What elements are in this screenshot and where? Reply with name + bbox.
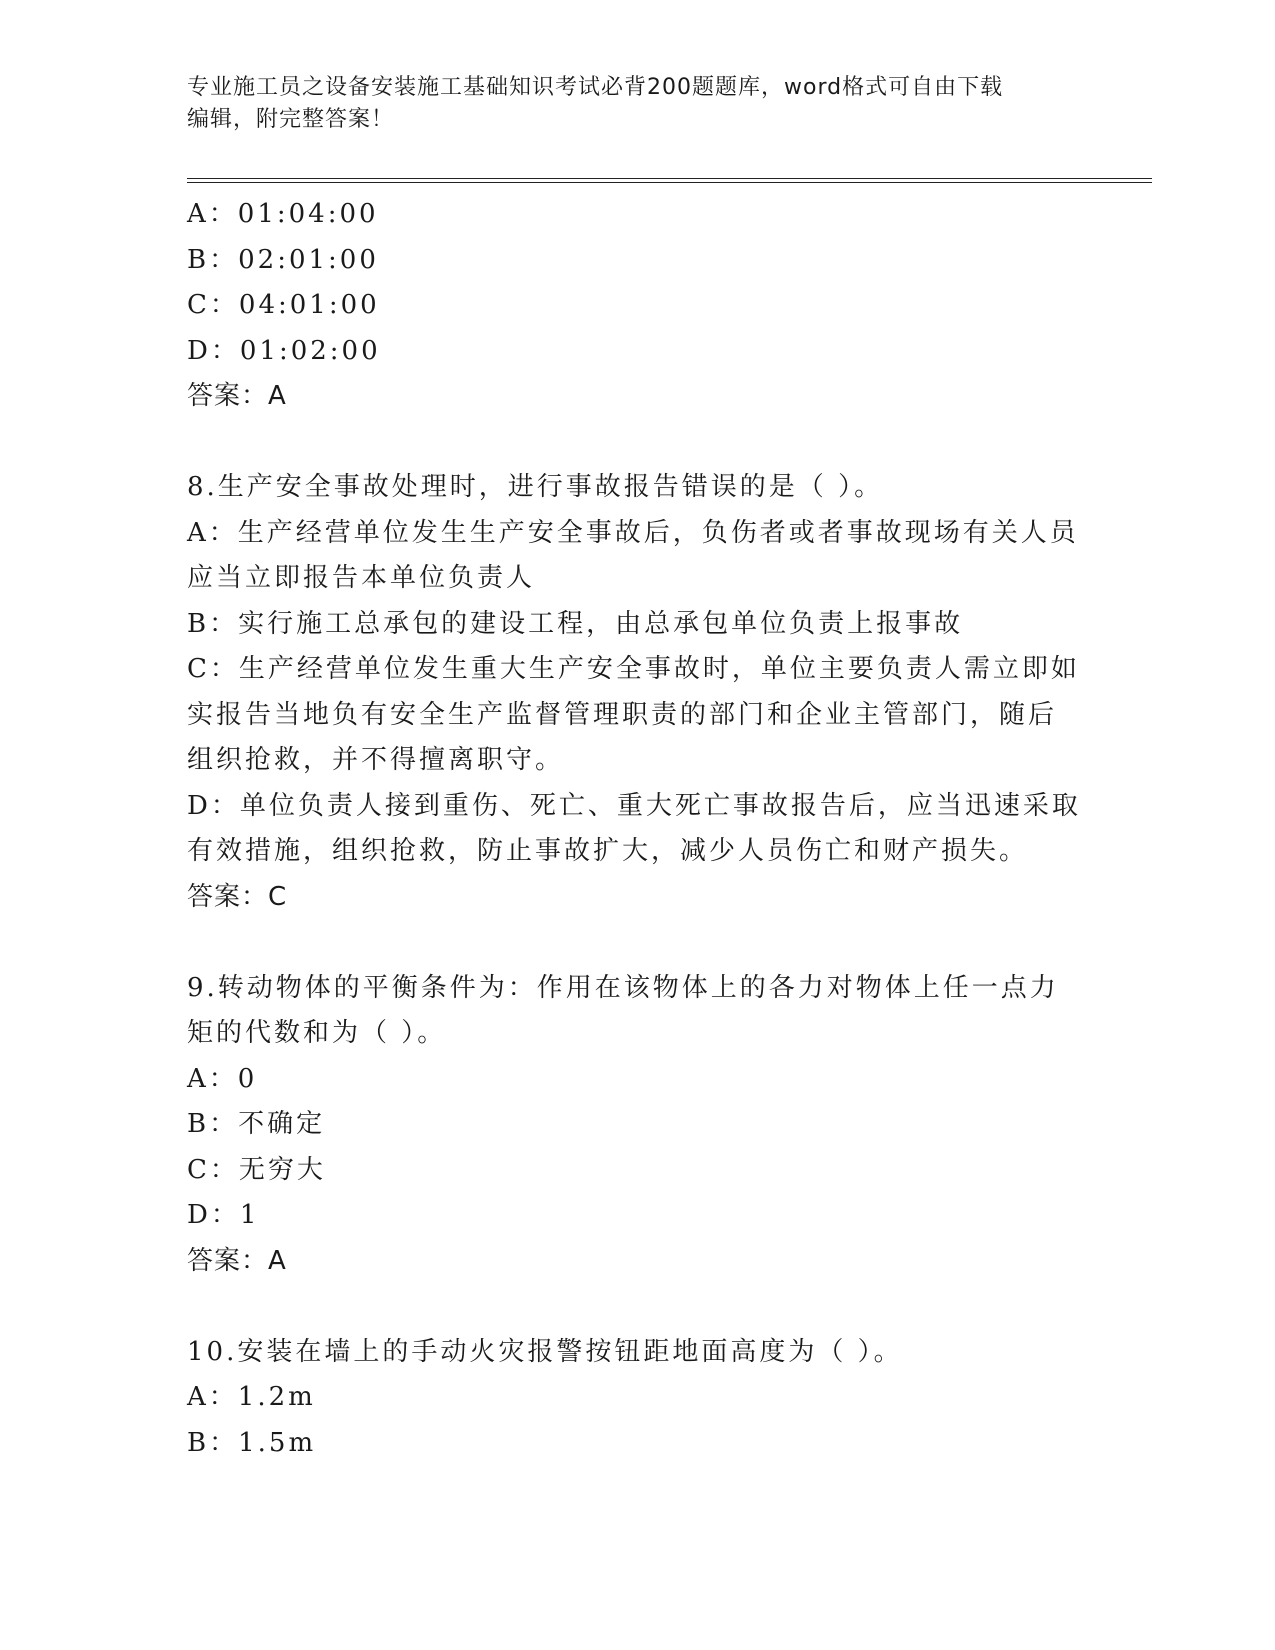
option-c: C：04:01:00 [187, 290, 380, 320]
question-list [187, 192, 1087, 1466]
answer: 答案：A [187, 381, 287, 411]
header-divider [187, 178, 1152, 183]
document-header [187, 72, 1087, 136]
option-a: A：01:04:00 [187, 199, 379, 229]
option-a: A：生产经营单位发生生产安全事故后，负伤者或者事故现场有关人员 应当立即报告本单位负责人 [187, 517, 1079, 593]
option-c: C：无穷大 [187, 1154, 326, 1185]
question-8 [187, 465, 1087, 920]
option-d: D：01:02:00 [187, 335, 381, 366]
question-10 [187, 1330, 1087, 1467]
question-stem-line-2: 矩的代数和为（ ）。 [187, 1018, 447, 1048]
header-line-2: 编辑，附完整答案！ [187, 107, 395, 132]
question-7 [187, 192, 1087, 420]
option-a: A：0 [187, 1063, 258, 1094]
option-d: D：1 [187, 1200, 260, 1230]
option-b: B：实行施工总承包的建设工程，由总承包单位负责上报事故 [187, 608, 964, 639]
answer: 答案：C [187, 881, 288, 912]
question-stem-line-1: 9.转动物体的平衡条件为：作用在该物体上的各力对物体上任一点力 [187, 972, 1059, 1003]
question-stem: 8.生产安全事故处理时，进行事故报告错误的是（ ）。 [187, 472, 884, 502]
option-c: C：生产经营单位发生重大生产安全事故时，单位主要负责人需立即如 实报告当地负有安全生产监督管理职责的部门和企业主管部门，随后 组织抢救，并不得擅离职守。 [187, 654, 1080, 775]
option-b: B：02:01:00 [187, 244, 379, 275]
option-b: B：1.5m [187, 1427, 317, 1458]
option-d: D：单位负责人接到重伤、死亡、重大死亡事故报告后，应当迅速采取 有效措施，组织抢救，防止事故扩大，减少人员伤亡和财产损失。 [187, 790, 1081, 866]
header-line-1: 专业施工员之设备安装施工基础知识考试必背200题题库，word格式可自由下载 [187, 75, 1004, 100]
option-a: A：1.2m [187, 1382, 316, 1412]
answer: 答案：A [187, 1245, 287, 1276]
question-stem: 10.安装在墙上的手动火灾报警按钮距地面高度为（ ）。 [187, 1336, 903, 1367]
option-b: B：不确定 [187, 1109, 326, 1139]
question-9 [187, 966, 1087, 1285]
